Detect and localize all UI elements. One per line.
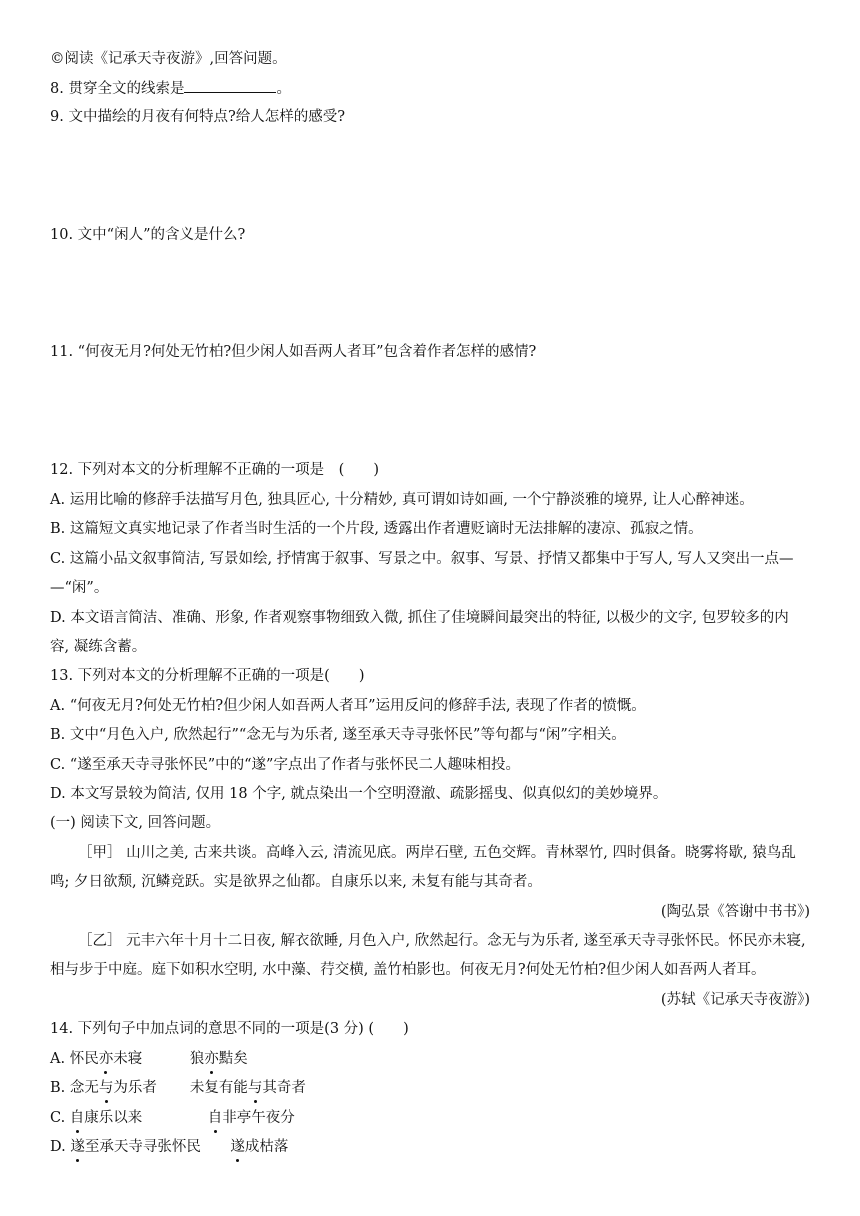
q14-option-b [50, 1077, 810, 1099]
q8-text: 8. 贯穿全文的线索是 [50, 81, 185, 97]
passage-yi-line-2: 相与步于中庭。庭下如积水空明, 水中藻、荇交横, 盖竹柏影也。何夜无月?何处无竹柏?但少闲人如吾两人者耳。 [50, 962, 766, 978]
question-9: 9. 文中描绘的月夜有何特点?给人怎样的感受? [50, 109, 345, 125]
dotted-word: 亦 [204, 1048, 219, 1070]
dotted-word: 与 [248, 1077, 263, 1099]
text: 怀民 [69, 1051, 99, 1067]
q14-option-a [50, 1048, 810, 1070]
question-10: 10. 文中“闲人”的含义是什么? [50, 227, 246, 243]
reading-intro: ©阅读《记承天寺夜游》,回答问题。 [50, 51, 287, 67]
text: 成枯落 [244, 1139, 289, 1155]
q12-option-d-cont: 容, 凝练含蓄。 [50, 639, 147, 655]
question-11: 11. “何夜无月?何处无竹柏?但少闲人如吾两人者耳”包含着作者怎样的感情? [50, 344, 537, 360]
q12-option-d: D. 本文语言简洁、准确、形象, 作者观察事物细致入微, 抓住了佳境瞬间最突出的特征, 以极少的文字, 包罗较多的内 [50, 610, 789, 626]
section-heading: (一) 阅读下文, 回答问题。 [50, 815, 221, 831]
question-14-stem: 14. 下列句子中加点词的意思不同的一项是(3 分) ( ) [50, 1021, 409, 1037]
dotted-word: 与 [99, 1077, 114, 1099]
option-label: C. [50, 1110, 70, 1126]
q8-end: 。 [276, 81, 291, 97]
dotted-word: 自 [208, 1107, 223, 1129]
text: 至承天寺寻张怀民 [84, 1139, 201, 1155]
passage-jia-source: (陶弘景《答谢中书书》) [660, 904, 810, 920]
passage-jia-line-2: 鸣; 夕日欲颓, 沉鳞竞跃。实是欲界之仙都。自康乐以来, 未复有能与其奇者。 [50, 874, 542, 890]
text: 黠矣 [218, 1051, 248, 1067]
dotted-word: 亦 [99, 1048, 114, 1070]
q13-option-d: D. 本文写景较为简洁, 仅用 18 个字, 就点染出一个空明澄澈、疏影摇曳、似真似幻的美妙境界。 [50, 786, 668, 802]
q12-option-c: C. 这篇小品文叙事简洁, 写景如绘, 抒情寓于叙事、写景之中。叙事、写景、抒情又都集中于写人, 写人又突出一点— [50, 551, 794, 567]
q12-option-c-cont: —“闲”。 [50, 580, 109, 596]
question-13-stem: 13. 下列对本文的分析理解不正确的一项是( ) [50, 668, 365, 684]
question-12-stem: 12. 下列对本文的分析理解不正确的一项是 ( ) [50, 462, 379, 478]
dotted-word: 遂 [230, 1136, 245, 1158]
q13-option-c: C. “遂至承天寺寻张怀民”中的“遂”字点出了作者与张怀民二人趣味相投。 [50, 757, 520, 773]
passage-yi-source: (苏轼《记承天寺夜游》) [660, 992, 810, 1008]
q13-option-b: B. 文中“月色入户, 欣然起行”“念无与为乐者, 遂至承天寺寻张怀民”等句都与“闲”字相关。 [50, 727, 626, 743]
q12-option-a: A. 运用比喻的修辞手法描写月色, 独具匠心, 十分精妙, 真可谓如诗如画, 一个宁静淡雅的境界, 让人心醉神迷。 [50, 492, 754, 508]
text: 未寝 [113, 1051, 143, 1067]
passage-yi-line-1: ［乙］ 元丰六年十月十二日夜, 解衣欲睡, 月色入户, 欣然起行。念无与为乐者, 遂至承天寺寻张怀民。怀民亦未寝, [78, 933, 806, 949]
text: 非亭午夜分 [222, 1110, 295, 1126]
text: 狼 [189, 1051, 205, 1067]
q14-option-d [50, 1136, 810, 1158]
text: 为乐者 [113, 1080, 157, 1096]
option-label: A. [50, 1051, 70, 1067]
option-label: D. [50, 1139, 71, 1155]
dotted-word: 遂 [70, 1136, 85, 1158]
dotted-word: 自 [70, 1107, 85, 1129]
answer-blank[interactable] [184, 77, 276, 93]
q13-option-a: A. “何夜无月?何处无竹柏?但少闲人如吾两人者耳”运用反问的修辞手法, 表现了作者的愤慨。 [50, 698, 646, 714]
q12-option-b: B. 这篇短文真实地记录了作者当时生活的一个片段, 透露出作者遭贬谪时无法排解的凄凉、孤寂之情。 [50, 521, 703, 537]
text: 康乐以来 [84, 1110, 143, 1126]
text: 念无 [69, 1080, 99, 1096]
option-label: B. [50, 1080, 70, 1096]
q14-option-c [50, 1107, 810, 1129]
passage-jia-line-1: ［甲］ 山川之美, 古来共谈。高峰入云, 清流见底。两岸石壁, 五色交辉。青林翠竹, 四时俱备。晓雾将歇, 猿鸟乱 [78, 845, 796, 861]
text: 未复有能 [189, 1080, 248, 1096]
text: 其奇者 [262, 1080, 306, 1096]
question-8 [50, 77, 810, 100]
